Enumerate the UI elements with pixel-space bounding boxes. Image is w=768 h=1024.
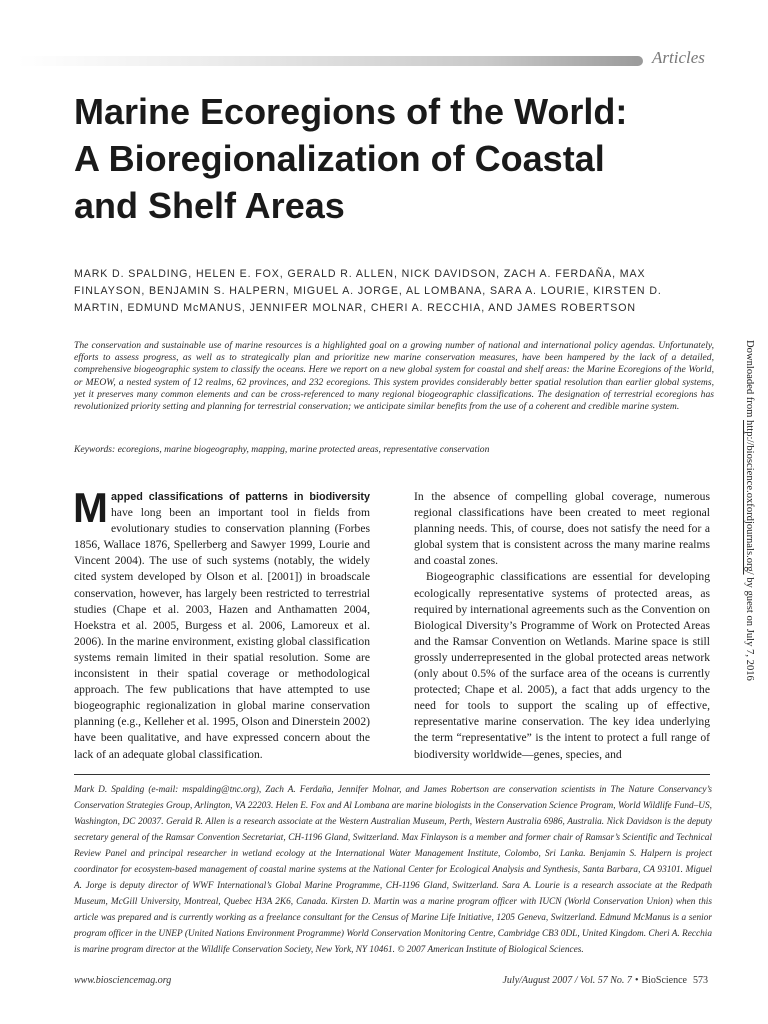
title-line-3: and Shelf Areas	[74, 185, 345, 226]
download-link[interactable]: http://bioscience.oxfordjournals.org/	[744, 420, 755, 575]
download-watermark	[744, 340, 755, 681]
journal-name: BioScience	[641, 975, 687, 986]
bullet-separator: •	[634, 975, 639, 986]
journal-website-link[interactable]: www.biosciencemag.org	[74, 975, 172, 986]
author-affiliations: Mark D. Spalding (e-mail: mspalding@tnc.org), Zach A. Ferdaña, Jennifer Molnar, and James Robertson are conservation scientists in The Nature Conservancy’s Conservation Strategies Group, Arlington, VA 22203. Helen E. Fox and Al Lombana are marine biologists in the Conservation Science Program, World Wildlife Fund–US, Washington, DC 20037. Gerald R. Allen is a research associate at the Western Australian Museum, Perth, Western Australia 6986, Australia. Nick Davidson is the deputy secretary general of the Ramsar Convention Secretariat, CH-1196 Gland, Switzerland. Max Finlayson is a member and former chair of Ramsar’s Scientific and Technical Review Panel and principal researcher in wetland ecology at the International Water Management Institute, Colombo, Sri Lanka. Benjamin S. Halpern is project coordinator for ecosystem-based management of coastal marine systems at the National Center for Ecological Analysis and Synthesis, Santa Barbara, CA 93101. Miguel A. Jorge is deputy director of WWF International’s Global Marine Programme, CH-1196 Gland, Switzerland. Sara A. Lourie is a research associate at the Redpath Museum, McGill University, Montreal, Quebec H3A 2K6, Canada. Kirsten D. Martin was a marine program officer with IUCN (World Conservation Union) when this article was prepared and is currently working as a freelance consultant for the Census of Marine Life Initiative, 1205 Geneva, Switzerland. Edmund McManus is a senior program officer in the UNEP (United Nations Environment Programme) World Conservation Monitoring Centre, Cambridge CB3 0DL, United Kingdom. Cheri A. Recchia is marine program director at the Wildlife Conservation Society, New York, NY 10461. © 2007 American Institute of Biological Sciences.	[74, 785, 712, 955]
footnote-divider	[74, 774, 710, 775]
article-title	[74, 88, 724, 229]
section-label: Articles	[652, 48, 705, 67]
title-line-1: Marine Ecoregions of the World:	[74, 91, 628, 132]
header-rule-bar	[18, 56, 643, 66]
paragraph: In the absence of compelling global coverage, numerous regional classifications have been created to meet regional planning needs. This, of course, does not satisfy the need for a global system that is consistent across the many marine realms and coastal zones.	[414, 490, 710, 568]
abstract: The conservation and sustainable use of marine resources is a highlighted goal on a growing number of national and international policy agendas. Unfortunately, efforts to assess progress, as well as to strategically plan and prioritize new marine conservation measures, have been hampered by the lack of a detailed, comprehensive biogeographic system to classify the oceans. Here we report on a new global system for coastal and shelf areas: the Marine Ecoregions of the World, or MEOW, a nested system of 12 realms, 62 provinces, and 232 ecoregions. This system provides considerably better spatial resolution than earlier global systems, yet it preserves many common elements and can be cross-referenced to many regional biogeographic classifications. The designation of terrestrial ecoregions has revolutionized priority setting and planning for terrestrial conservation; we anticipate similar benefits from the use of a coherent and credible marine system.	[74, 340, 714, 413]
page-number: 573	[693, 975, 708, 986]
drop-cap: M	[73, 484, 108, 531]
body-column-2	[414, 489, 710, 763]
title-line-2: A Bioregionalization of Coastal	[74, 138, 605, 179]
paragraph: Biogeographic classifications are essential for developing ecologically representative systems of protected areas, as required by international agreements such as the Convention on Biological Diversity’s Programme of Work on Protected Areas and the Ramsar Convention on Wetlands. Marine space is still grossly underrepresented in the global protected areas network (only about 0.5% of the surface area of the oceans is currently protected; Chape et al. 2005), a fact that adds urgency to the need for tools to support the scaling up of effective, representative marine conservation. The key idea underlying the term “representative” is the intent to protect a full range of biodiversity worldwide—genes, species, and	[414, 570, 710, 761]
column-1-text: have long been an important tool in fields from evolutionary studies to conservation planning (Forbes 1856, Wallace 1876, Spellerberg and Sawyer 1999, Lourie and Vincent 2004). The use of such systems (notably, the widely cited system developed by Olson et al. [2001]) in broadscale conservation, however, has largely been restricted to terrestrial studies (Chape et al. 2003, Hazen and Anthamatten 2004, Hoekstra et al. 2005, Burgess et al. 2006, Lamoreux et al. 2006). In the marine environment, existing global classification systems remain limited in their spatial resolution. Some are inconsistent in their spatial coverage or methodological approach. The few publications that have attempted to use biogeographic regionalization in global marine conservation planning (e.g., Kelleher et al. 1995, Olson and Dinerstein 2002) have been qualitative, and have expressed concern about the lack of an adequate global classification.	[74, 506, 370, 761]
download-prefix: Downloaded from	[744, 340, 755, 418]
download-suffix: by guest on July 7, 2016	[744, 577, 755, 681]
body-column-1	[73, 484, 370, 763]
page-citation	[470, 975, 708, 986]
author-list: MARK D. SPALDING, HELEN E. FOX, GERALD R. ALLEN, NICK DAVIDSON, ZACH A. FERDAÑA, MAX FINLAYSON, BENJAMIN S. HALPERN, MIGUEL A. JORGE, AL LOMBANA, SARA A. LOURIE, KIRSTEN D. MARTIN, EDMUND McMANUS, JENNIFER MOLNAR, CHERI A. RECCHIA, AND JAMES ROBERTSON	[74, 268, 662, 314]
issue-info: July/August 2007 / Vol. 57 No. 7	[502, 975, 632, 986]
keywords: Keywords: ecoregions, marine biogeography, mapping, marine protected areas, representative conservation	[74, 444, 490, 455]
lead-in: apped classifications of patterns in biodiversity	[111, 491, 370, 503]
